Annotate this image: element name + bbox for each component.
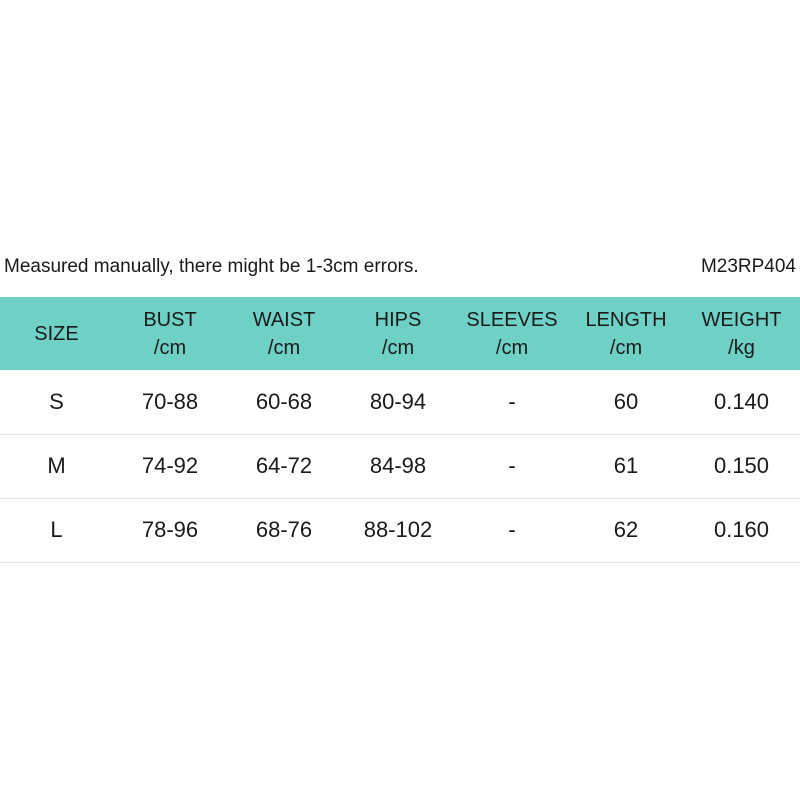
measurement-disclaimer: Measured manually, there might be 1-3cm errors. bbox=[4, 256, 419, 277]
cell-weight: 0.150 bbox=[683, 434, 800, 498]
header-sleeves bbox=[455, 297, 569, 370]
header-hips-unit: /cm bbox=[381, 336, 415, 359]
table-row-m bbox=[0, 434, 800, 498]
header-sleeves-label: SLEEVES bbox=[466, 308, 558, 331]
cell-sleeves: - bbox=[455, 370, 569, 434]
cell-length: 62 bbox=[569, 498, 683, 562]
cell-waist: 68-76 bbox=[227, 498, 341, 562]
cell-waist: 60-68 bbox=[227, 370, 341, 434]
cell-hips: 88-102 bbox=[341, 498, 455, 562]
table-row-l bbox=[0, 498, 800, 562]
cell-sleeves: - bbox=[455, 434, 569, 498]
header-sleeves-unit: /cm bbox=[495, 336, 529, 359]
cell-bust: 78-96 bbox=[113, 498, 227, 562]
cell-weight: 0.140 bbox=[683, 370, 800, 434]
header-weight-label: WEIGHT bbox=[701, 308, 782, 331]
header-bust bbox=[113, 297, 227, 370]
header-hips-label: HIPS bbox=[374, 308, 422, 331]
header-length-unit: /cm bbox=[609, 336, 643, 359]
cell-waist: 64-72 bbox=[227, 434, 341, 498]
cell-weight: 0.160 bbox=[683, 498, 800, 562]
product-code: M23RP404 bbox=[700, 256, 796, 277]
header-size-label: SIZE bbox=[34, 322, 79, 345]
header-bust-unit: /cm bbox=[153, 336, 187, 359]
table-row-s bbox=[0, 370, 800, 434]
cell-length: 60 bbox=[569, 370, 683, 434]
header-weight bbox=[683, 297, 800, 370]
header-waist-label: WAIST bbox=[252, 308, 316, 331]
header-waist-unit: /cm bbox=[267, 336, 301, 359]
header-weight-unit: /kg bbox=[728, 336, 755, 359]
cell-bust: 74-92 bbox=[113, 434, 227, 498]
size-chart-table bbox=[0, 297, 800, 563]
header-bust-label: BUST bbox=[143, 308, 197, 331]
header-hips bbox=[341, 297, 455, 370]
measurement-note-row bbox=[0, 252, 800, 282]
cell-size: S bbox=[0, 370, 113, 434]
cell-size: L bbox=[0, 498, 113, 562]
cell-size: M bbox=[0, 434, 113, 498]
header-waist bbox=[227, 297, 341, 370]
header-length-label: LENGTH bbox=[585, 308, 667, 331]
cell-sleeves: - bbox=[455, 498, 569, 562]
header-row bbox=[0, 297, 800, 370]
cell-hips: 80-94 bbox=[341, 370, 455, 434]
header-length bbox=[569, 297, 683, 370]
cell-bust: 70-88 bbox=[113, 370, 227, 434]
cell-length: 61 bbox=[569, 434, 683, 498]
header-size bbox=[0, 297, 113, 370]
cell-hips: 84-98 bbox=[341, 434, 455, 498]
